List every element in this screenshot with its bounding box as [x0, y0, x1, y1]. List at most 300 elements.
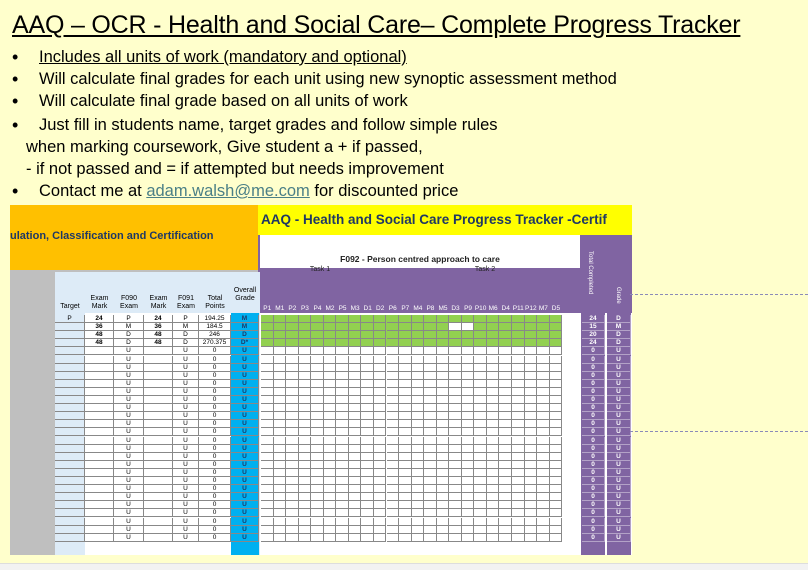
- criteria-cell: [437, 339, 450, 347]
- criteria-cell: [412, 315, 425, 323]
- total-completed-cell: 15: [582, 323, 605, 331]
- table-cell: M: [231, 323, 259, 331]
- criteria-cell: [311, 331, 324, 339]
- criteria-cell: [299, 485, 312, 493]
- grade-cell: U: [607, 420, 631, 428]
- criteria-cell: [412, 396, 425, 404]
- criteria-cell: [487, 493, 500, 501]
- criteria-cell: [361, 518, 374, 526]
- criteria-cell: [412, 364, 425, 372]
- criteria-cell: [261, 420, 274, 428]
- criteria-cell: [361, 380, 374, 388]
- criteria-cell: [412, 420, 425, 428]
- criteria-cell: [424, 445, 437, 453]
- criteria-label: M2: [325, 305, 335, 312]
- table-cell: U: [173, 347, 199, 355]
- criteria-label: P12: [525, 305, 537, 312]
- criteria-cell: [437, 356, 450, 364]
- criteria-cell: [324, 388, 337, 396]
- criteria-cell: [274, 404, 287, 412]
- table-cell: [55, 453, 85, 461]
- criteria-cell: [336, 347, 349, 355]
- criteria-cell: [324, 315, 337, 323]
- criteria-cell: [499, 315, 512, 323]
- criteria-cell: [462, 526, 475, 534]
- criteria-cell: [525, 509, 538, 517]
- criteria-cell: [525, 356, 538, 364]
- table-cell: 0: [199, 388, 231, 396]
- criteria-label: P7: [401, 305, 410, 312]
- criteria-cell: [550, 315, 563, 323]
- total-completed-cell: 0: [582, 396, 605, 404]
- criteria-cell: [437, 396, 450, 404]
- table-cell: U: [173, 412, 199, 420]
- criteria-cell: [261, 380, 274, 388]
- criteria-cell: [525, 453, 538, 461]
- criteria-cell: [274, 534, 287, 542]
- criteria-cell: [512, 509, 525, 517]
- criteria-cell: [449, 420, 462, 428]
- criteria-cell: [336, 477, 349, 485]
- table-cell: P: [173, 315, 199, 323]
- criteria-cell: [424, 323, 437, 331]
- criteria-cell: [449, 518, 462, 526]
- criteria-cell: [374, 347, 387, 355]
- criteria-cell: [274, 323, 287, 331]
- criteria-cell: [537, 347, 550, 355]
- email-link[interactable]: adam.walsh@me.com: [146, 182, 310, 200]
- criteria-cell: [487, 534, 500, 542]
- table-cell: [85, 445, 114, 453]
- criteria-cell: [361, 396, 374, 404]
- criteria-cell: [336, 331, 349, 339]
- criteria-cell: [274, 509, 287, 517]
- criteria-cell: [462, 315, 475, 323]
- criteria-cell: [299, 526, 312, 534]
- criteria-label: M4: [413, 305, 423, 312]
- criteria-cell: [387, 420, 400, 428]
- criteria-cell: [387, 364, 400, 372]
- criteria-cell: [274, 493, 287, 501]
- criteria-cell: [261, 477, 274, 485]
- criteria-cell: [437, 461, 450, 469]
- grade-cell: U: [607, 388, 631, 396]
- criteria-cell: [462, 420, 475, 428]
- criteria-cell: [387, 518, 400, 526]
- table-cell: [144, 388, 173, 396]
- criteria-cell: [286, 339, 299, 347]
- table-cell: [85, 428, 114, 436]
- grade-cell: U: [607, 404, 631, 412]
- criteria-cell: [361, 469, 374, 477]
- grade-cell: U: [607, 485, 631, 493]
- criteria-cell: [311, 428, 324, 436]
- table-cell: [144, 453, 173, 461]
- criteria-cell: [299, 420, 312, 428]
- criteria-cell: [449, 372, 462, 380]
- criteria-cell: [311, 469, 324, 477]
- total-completed-cell: 0: [582, 485, 605, 493]
- criteria-cell: [512, 331, 525, 339]
- criteria-cell: [261, 364, 274, 372]
- table-cell: 0: [199, 356, 231, 364]
- table-cell: [144, 372, 173, 380]
- table-cell: 0: [199, 477, 231, 485]
- criteria-cell: [474, 396, 487, 404]
- criteria-cell: [374, 526, 387, 534]
- criteria-cell: [399, 526, 412, 534]
- table-cell: [85, 437, 114, 445]
- criteria-cell: [261, 469, 274, 477]
- bottom-scrollbar[interactable]: [0, 563, 808, 570]
- criteria-cell: [449, 396, 462, 404]
- criteria-cell: [412, 518, 425, 526]
- table-cell: 0: [199, 347, 231, 355]
- criteria-cell: [274, 428, 287, 436]
- table-cell: U: [173, 437, 199, 445]
- criteria-cell: [499, 396, 512, 404]
- criteria-cell: [387, 315, 400, 323]
- criteria-cell: [512, 339, 525, 347]
- grade-cell: U: [607, 518, 631, 526]
- criteria-cell: [412, 323, 425, 331]
- criteria-cell: [462, 347, 475, 355]
- table-cell: U: [114, 356, 144, 364]
- criteria-cell: [424, 526, 437, 534]
- criteria-cell: [336, 428, 349, 436]
- table-cell: [144, 485, 173, 493]
- criteria-cell: [437, 501, 450, 509]
- criteria-cell: [437, 453, 450, 461]
- criteria-cell: [512, 526, 525, 534]
- criteria-cell: [474, 428, 487, 436]
- criteria-label: P4: [313, 305, 322, 312]
- criteria-cell: [387, 339, 400, 347]
- table-cell: U: [114, 396, 144, 404]
- table-cell: 0: [199, 445, 231, 453]
- criteria-cell: [487, 509, 500, 517]
- criteria-cell: [349, 412, 362, 420]
- criteria-cell: [424, 509, 437, 517]
- criteria-cell: [449, 388, 462, 396]
- table-cell: U: [114, 518, 144, 526]
- table-cell: [144, 461, 173, 469]
- table-cell: U: [114, 388, 144, 396]
- criteria-cell: [324, 534, 337, 542]
- criteria-cell: [424, 469, 437, 477]
- table-cell: [85, 509, 114, 517]
- table-cell: [85, 518, 114, 526]
- table-cell: [55, 485, 85, 493]
- table-cell: [55, 323, 85, 331]
- criteria-cell: [349, 461, 362, 469]
- criteria-cell: [387, 323, 400, 331]
- criteria-cell: [324, 356, 337, 364]
- table-cell: 0: [199, 469, 231, 477]
- criteria-cell: [437, 380, 450, 388]
- criteria-cell: [336, 420, 349, 428]
- criteria-cell: [474, 356, 487, 364]
- criteria-cell: [374, 396, 387, 404]
- criteria-cell: [449, 404, 462, 412]
- criteria-cell: [361, 404, 374, 412]
- criteria-cell: [324, 485, 337, 493]
- total-completed-cell: 0: [582, 534, 605, 542]
- criteria-cell: [550, 493, 563, 501]
- criteria-cell: [474, 315, 487, 323]
- grade-cell: D: [607, 339, 631, 347]
- criteria-cell: [336, 461, 349, 469]
- criteria-cell: [525, 331, 538, 339]
- criteria-cell: [437, 445, 450, 453]
- criteria-cell: [525, 534, 538, 542]
- criteria-cell: [487, 331, 500, 339]
- criteria-cell: [499, 364, 512, 372]
- criteria-cell: [525, 388, 538, 396]
- criteria-cell: [462, 509, 475, 517]
- criteria-cell: [399, 347, 412, 355]
- bullet-icon: •: [12, 69, 19, 89]
- criteria-cell: [399, 437, 412, 445]
- criteria-cell: [537, 437, 550, 445]
- criteria-cell: [437, 477, 450, 485]
- table-cell: U: [231, 437, 259, 445]
- criteria-cell: [449, 461, 462, 469]
- criteria-cell: [437, 388, 450, 396]
- criteria-cell: [261, 493, 274, 501]
- criteria-cell: [499, 477, 512, 485]
- criteria-cell: [261, 315, 274, 323]
- grade-cell: U: [607, 356, 631, 364]
- table-cell: [55, 364, 85, 372]
- criteria-cell: [336, 526, 349, 534]
- criteria-cell: [550, 534, 563, 542]
- criteria-cell: [499, 323, 512, 331]
- table-cell: [144, 501, 173, 509]
- criteria-cell: [286, 372, 299, 380]
- criteria-cell: [537, 445, 550, 453]
- criteria-cell: [399, 509, 412, 517]
- criteria-cell: [274, 485, 287, 493]
- criteria-cell: [374, 331, 387, 339]
- table-cell: [144, 518, 173, 526]
- column-header: Total Points: [205, 295, 225, 310]
- criteria-cell: [412, 453, 425, 461]
- criteria-cell: [261, 356, 274, 364]
- criteria-cell: [525, 461, 538, 469]
- criteria-cell: [286, 534, 299, 542]
- criteria-cell: [550, 469, 563, 477]
- table-cell: 0: [199, 501, 231, 509]
- grade-cell: U: [607, 396, 631, 404]
- total-completed-cell: 24: [582, 315, 605, 323]
- criteria-cell: [499, 469, 512, 477]
- table-cell: [55, 526, 85, 534]
- criteria-cell: [487, 380, 500, 388]
- criteria-cell: [286, 315, 299, 323]
- table-cell: U: [114, 437, 144, 445]
- criteria-cell: [387, 501, 400, 509]
- task2-label: Task 2: [474, 266, 496, 273]
- criteria-cell: [449, 469, 462, 477]
- criteria-label: P10: [474, 305, 487, 312]
- criteria-cell: [462, 485, 475, 493]
- criteria-cell: [399, 445, 412, 453]
- criteria-cell: [487, 396, 500, 404]
- grade-label: Grade: [615, 287, 621, 304]
- table-cell: [144, 445, 173, 453]
- criteria-cell: [349, 493, 362, 501]
- criteria-cell: [349, 445, 362, 453]
- criteria-cell: [387, 453, 400, 461]
- criteria-cell: [387, 461, 400, 469]
- criteria-cell: [286, 453, 299, 461]
- criteria-cell: [324, 509, 337, 517]
- criteria-cell: [336, 485, 349, 493]
- criteria-cell: [537, 412, 550, 420]
- criteria-cell: [336, 356, 349, 364]
- criteria-cell: [499, 493, 512, 501]
- criteria-cell: [399, 356, 412, 364]
- criteria-cell: [474, 380, 487, 388]
- table-cell: [85, 364, 114, 372]
- criteria-cell: [387, 388, 400, 396]
- criteria-label: D4: [501, 305, 510, 312]
- criteria-cell: [399, 485, 412, 493]
- table-cell: U: [231, 347, 259, 355]
- table-cell: U: [231, 469, 259, 477]
- criteria-cell: [550, 380, 563, 388]
- bullet-text: Will calculate final grade based on all units of work: [39, 92, 408, 110]
- criteria-cell: [274, 364, 287, 372]
- criteria-cell: [437, 404, 450, 412]
- table-cell: U: [173, 526, 199, 534]
- bullet-text: Just fill in students name, target grades and follow simple rules: [39, 116, 498, 134]
- criteria-label: M3: [350, 305, 360, 312]
- criteria-cell: [550, 331, 563, 339]
- criteria-cell: [399, 518, 412, 526]
- criteria-cell: [324, 445, 337, 453]
- criteria-cell: [424, 461, 437, 469]
- criteria-cell: [374, 477, 387, 485]
- criteria-cell: [424, 412, 437, 420]
- criteria-cell: [261, 526, 274, 534]
- table-cell: D: [114, 339, 144, 347]
- table-cell: U: [231, 534, 259, 542]
- grade-cell: U: [607, 372, 631, 380]
- criteria-cell: [512, 420, 525, 428]
- criteria-cell: [311, 380, 324, 388]
- criteria-cell: [299, 388, 312, 396]
- criteria-cell: [487, 453, 500, 461]
- criteria-cell: [274, 461, 287, 469]
- total-completed-cell: 0: [582, 380, 605, 388]
- criteria-cell: [525, 493, 538, 501]
- criteria-cell: [462, 534, 475, 542]
- criteria-label: M7: [538, 305, 548, 312]
- grade-cell: D: [607, 315, 631, 323]
- criteria-cell: [449, 453, 462, 461]
- criteria-cell: [261, 412, 274, 420]
- criteria-cell: [299, 315, 312, 323]
- criteria-cell: [286, 420, 299, 428]
- table-cell: [85, 412, 114, 420]
- criteria-cell: [437, 534, 450, 542]
- criteria-cell: [349, 526, 362, 534]
- criteria-cell: [286, 388, 299, 396]
- criteria-cell: [512, 323, 525, 331]
- criteria-cell: [487, 347, 500, 355]
- criteria-cell: [412, 388, 425, 396]
- criteria-cell: [399, 323, 412, 331]
- criteria-cell: [525, 380, 538, 388]
- criteria-cell: [449, 509, 462, 517]
- criteria-cell: [525, 412, 538, 420]
- criteria-cell: [537, 509, 550, 517]
- table-cell: U: [231, 526, 259, 534]
- criteria-cell: [399, 372, 412, 380]
- criteria-cell: [437, 509, 450, 517]
- table-cell: 194.25: [199, 315, 231, 323]
- criteria-cell: [462, 518, 475, 526]
- table-cell: [55, 428, 85, 436]
- criteria-cell: [349, 428, 362, 436]
- table-cell: U: [173, 534, 199, 542]
- criteria-cell: [374, 404, 387, 412]
- criteria-cell: [412, 339, 425, 347]
- criteria-cell: [537, 372, 550, 380]
- table-cell: [85, 347, 114, 355]
- criteria-cell: [512, 380, 525, 388]
- table-cell: U: [114, 477, 144, 485]
- criteria-cell: [537, 534, 550, 542]
- criteria-cell: [437, 420, 450, 428]
- table-cell: [55, 501, 85, 509]
- criteria-cell: [499, 372, 512, 380]
- criteria-cell: [499, 509, 512, 517]
- bullet-icon: •: [12, 115, 19, 135]
- table-cell: [55, 380, 85, 388]
- criteria-cell: [311, 509, 324, 517]
- criteria-cell: [550, 420, 563, 428]
- table-cell: U: [231, 364, 259, 372]
- criteria-cell: [299, 501, 312, 509]
- criteria-cell: [311, 493, 324, 501]
- table-cell: [55, 356, 85, 364]
- criteria-cell: [361, 509, 374, 517]
- criteria-cell: [349, 501, 362, 509]
- criteria-cell: [474, 493, 487, 501]
- criteria-cell: [449, 356, 462, 364]
- criteria-cell: [512, 453, 525, 461]
- criteria-cell: [537, 339, 550, 347]
- grade-cell: U: [607, 526, 631, 534]
- table-cell: U: [231, 493, 259, 501]
- table-cell: 0: [199, 453, 231, 461]
- criteria-cell: [336, 372, 349, 380]
- criteria-cell: [512, 534, 525, 542]
- table-cell: U: [173, 509, 199, 517]
- table-cell: [55, 347, 85, 355]
- criteria-cell: [361, 477, 374, 485]
- criteria-cell: [550, 518, 563, 526]
- criteria-cell: [311, 437, 324, 445]
- criteria-cell: [399, 364, 412, 372]
- criteria-cell: [336, 453, 349, 461]
- table-cell: [85, 501, 114, 509]
- table-cell: U: [114, 364, 144, 372]
- table-cell: [144, 380, 173, 388]
